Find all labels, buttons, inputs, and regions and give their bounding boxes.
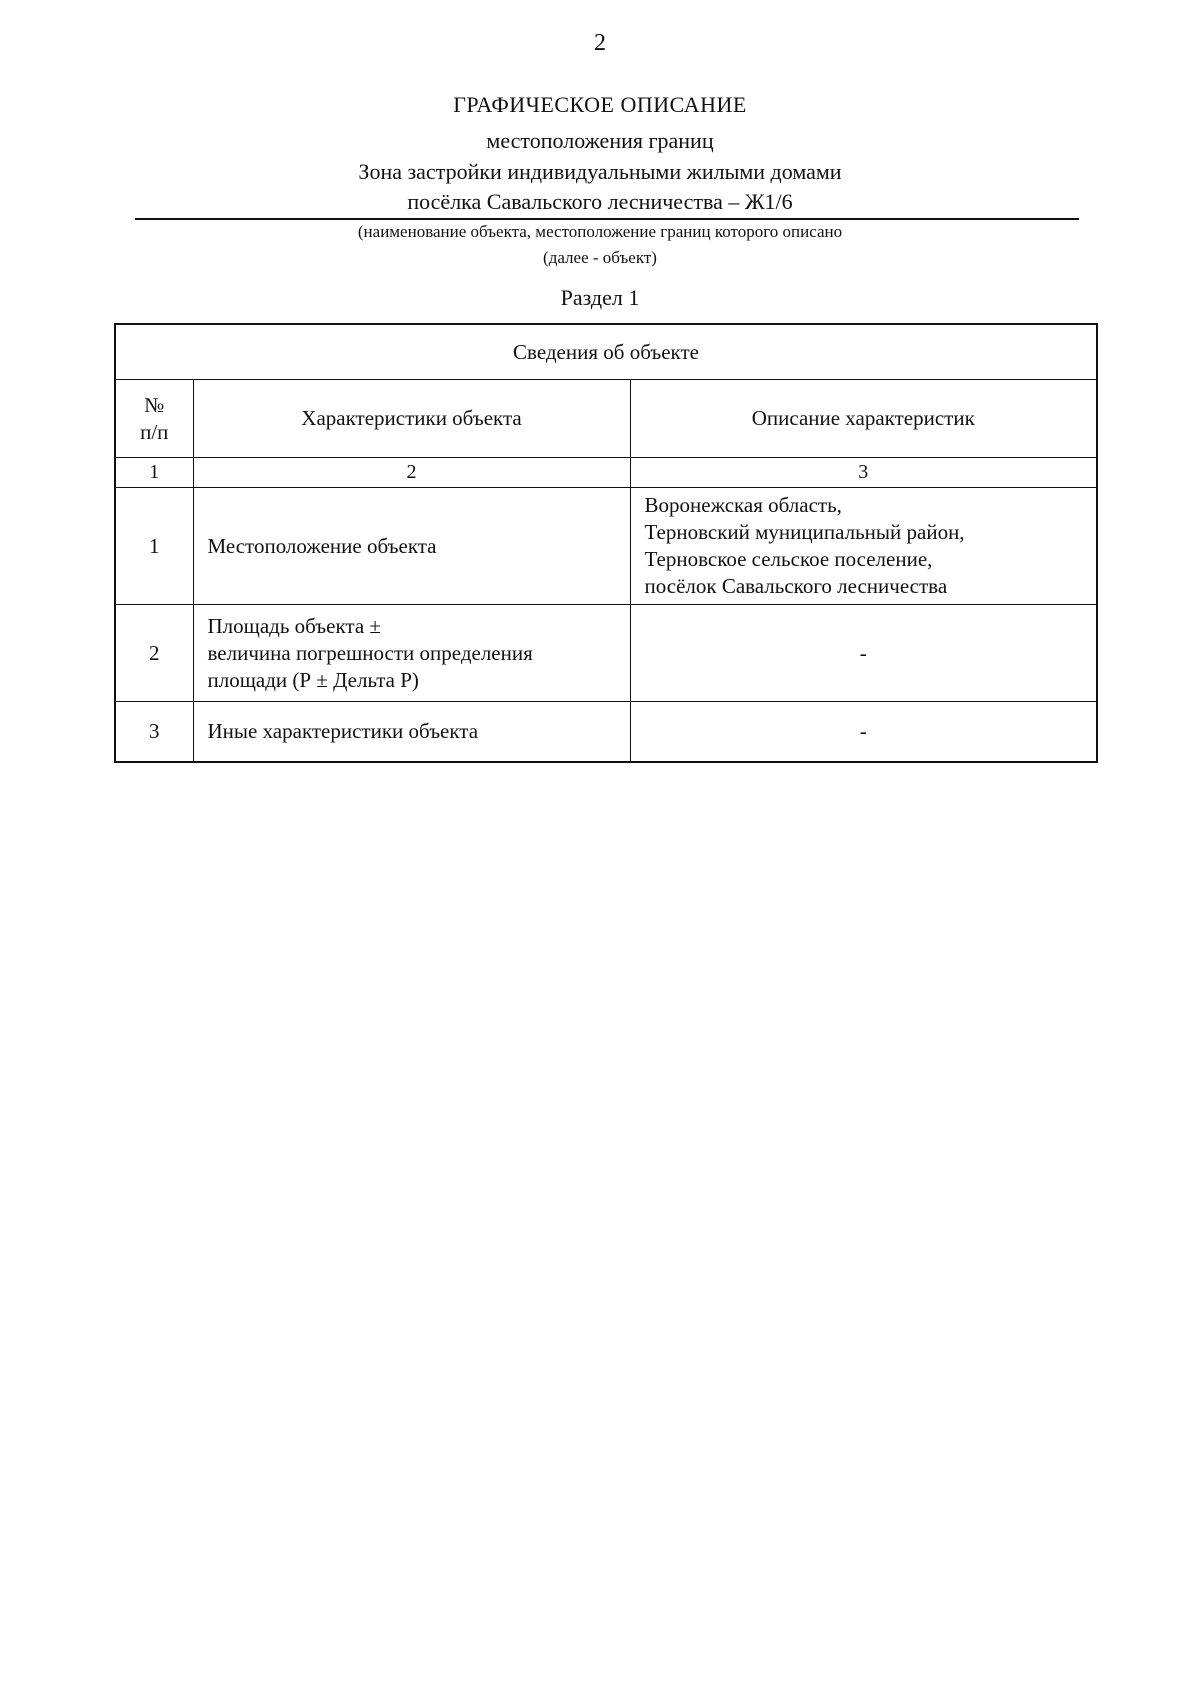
column-index-row [115,458,1097,488]
page-number: 2 [594,30,606,56]
section-label: Раздел 1 [560,285,640,310]
row-number: 2 [115,605,193,702]
column-index-2: 2 [193,458,630,488]
header-num-line-2: п/п [140,419,169,444]
row-number: 3 [115,702,193,763]
table-header-row [115,380,1097,458]
table-title: Сведения об объекте [115,324,1097,380]
caption-line-1: (наименование объекта, местоположение границ которого описано [357,222,843,241]
description-line: Воронежская область, [644,493,842,517]
row-description: - [630,605,1097,702]
characteristic-line: Площадь объекта ± [207,613,381,638]
description-line: Терновское сельское поселение, [644,547,933,571]
description-line: посёлок Савальского лесничества [644,574,948,598]
characteristic-line: величина погрешности определения [207,640,533,665]
header-characteristic: Характеристики объекта [193,380,630,458]
header-num [115,380,193,458]
object-info-table [114,323,1098,763]
column-index-1: 1 [115,458,193,488]
table-row [115,605,1097,702]
subtitle-line-3: посёлка Савальского лесничества – Ж1/6 [407,189,793,214]
subtitle-line-2: Зона застройки индивидуальными жилыми домами [358,159,842,184]
column-index-3: 3 [630,458,1097,488]
subtitle-line-1: местоположения границ [486,128,714,153]
description-line: Терновский муниципальный район, [644,520,965,544]
table-title-row [115,324,1097,380]
header-num-line-1: № [144,392,165,417]
row-characteristic [193,605,630,702]
row-description: - [630,702,1097,763]
title-underline [135,218,1079,220]
table-row [115,488,1097,605]
row-characteristic: Иные характеристики объекта [193,702,630,763]
row-characteristic: Местоположение объекта [193,488,630,605]
header-description: Описание характеристик [630,380,1097,458]
characteristic-line: площади (Р ± Дельта Р) [207,667,419,692]
caption-line-2: (далее - объект) [543,248,657,267]
row-description [630,488,1097,605]
row-number: 1 [115,488,193,605]
document-title: ГРАФИЧЕСКОЕ ОПИСАНИЕ [453,92,747,117]
table-row [115,702,1097,763]
